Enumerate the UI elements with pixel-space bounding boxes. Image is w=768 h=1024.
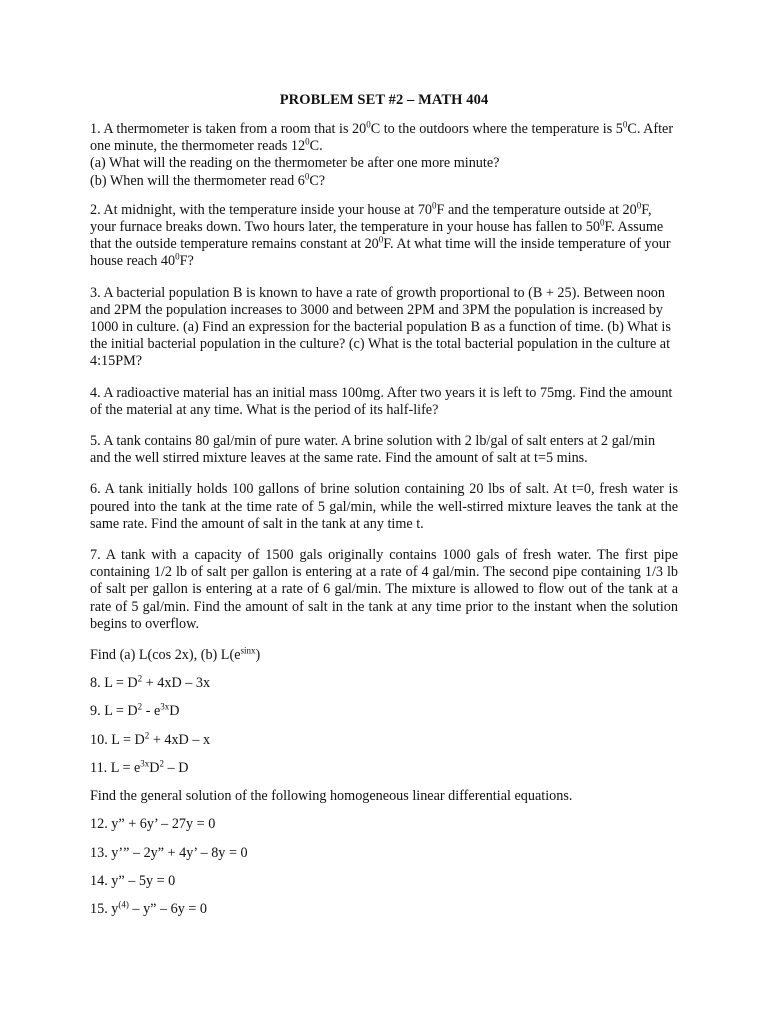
problem-15: 15. $y^{(4)}$ – y” – 6y = 0: [90, 899, 208, 917]
problem-14: 14. y” – 5y = 0: [90, 872, 176, 889]
problem-8: 8. $L = D^2 + 4xD - 3x$: [90, 673, 211, 692]
laplace-prompt: Find (a) L(cos 2x), (b) $L(e^{sinx})$: [90, 645, 261, 664]
problem-1-part-b: (b) When will the thermometer read $6^0C$?: [90, 170, 326, 189]
problem-9: 9. $L = D^2 - e^{3x}D$: [90, 701, 180, 720]
problem-13: 13. y’” – 2y” + 4y’ – 8y = 0: [90, 844, 248, 861]
problem-1: 1. A thermometer is taken from a room that is $20^0C$ to the outdoors where the temperature is $5^0C$. After one minute, the thermometer reads $12^0C$. (a) What will the reading on the thermometer be after one more minute? (b) When will the thermometer read $6^0C$?: [90, 119, 674, 189]
page-title: PROBLEM SET #2 – MATH 404: [279, 92, 489, 108]
problem-7: 7. A tank with a capacity of 1500 gals originally contains 1000 gals of fresh water. The first pipe containing 1/2 lb of salt per gallon is entering at a rate of 4 gal/min. The second pipe containing 1/3 lb of salt per gallon is entering at a rate of 6 gal/min. The mixture is allowed to flow out of the tank at a rate of 5 gal/min. Find the amount of salt in the tank at any time prior to the instant when the solution begins to overflow.: [90, 547, 678, 632]
problem-6: 6. A tank initially holds 100 gallons of brine solution containing 20 lbs of salt. At t=0, fresh water is poured into the tank at the time rate of 5 gal/min, while the well-stirred mixture leaves the tank at the same rate. Find the amount of salt in the tank at any time t.: [90, 481, 678, 532]
general-solution-heading: Find the general solution of the following homogeneous linear differential equations.: [90, 788, 573, 805]
problem-12: 12. y” + 6y’ – 27y = 0: [90, 816, 216, 833]
problem-4: 4. A radioactive material has an initial mass 100mg. After two years it is left to 75mg. Find the amount of the material at any time. What is the period of its half-life?: [90, 384, 673, 418]
problem-set-page: [90, 92, 678, 929]
problem-10: 10. $L = D^2 + 4xD - x$: [90, 729, 211, 748]
problem-3: 3. A bacterial population B is known to have a rate of growth proportional to (B + 25). Between noon and 2PM the population increases to 3000 and between 2PM and 3PM the population is increased by 1000 in culture. (a) Find an expression for the bacterial population B as a function of time. (b) What is the initial bacterial population in the culture? (c) What is the total bacterial population in the culture at 4:15PM?: [90, 284, 671, 370]
problem-1-part-a: (a) What will the reading on the thermometer be after one more minute?: [90, 155, 500, 172]
problem-5: 5. A tank contains 80 gal/min of pure water. A brine solution with 2 lb/gal of salt enters at 2 gal/min and the well stirred mixture leaves at the same rate. Find the amount of salt at t=5 mins.: [90, 433, 656, 467]
problem-11: 11. $L = e^{3x}D^2 - D$: [90, 758, 189, 776]
problem-2: 2. At midnight, with the temperature inside your house at $70^0F$ and the temperature outside at $20^0F$, your furnace breaks down. Two hours later, the temperature in your house has fallen to $50^0F$. Assume that the outside temperature remains constant at $20^0F$. At what time will the inside temperature of your house reach $40^0F$?: [90, 200, 671, 270]
